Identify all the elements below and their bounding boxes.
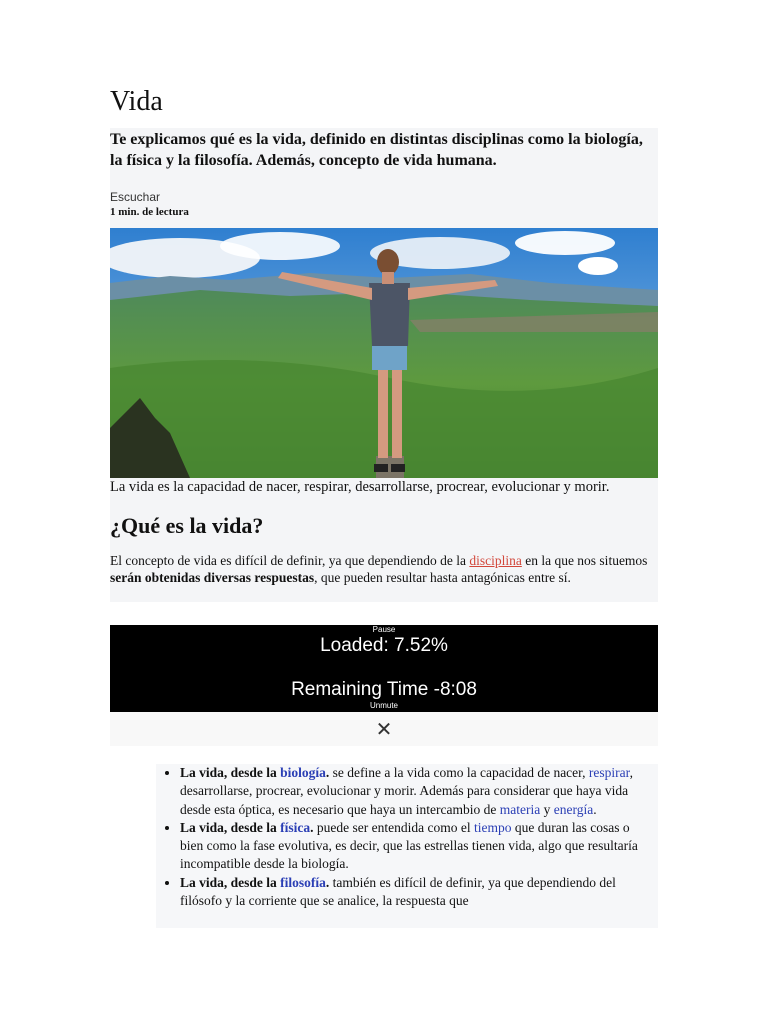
- para-bold: serán obtenidas diversas respuestas: [110, 570, 315, 585]
- fisica-link[interactable]: física: [280, 819, 311, 835]
- respirar-link[interactable]: respirar: [588, 765, 630, 780]
- bullet-text: también es difícil de definir, ya que dependiendo del filósofo y la corriente que se analice, la respuesta que: [180, 874, 616, 909]
- bullet-lead-text: La vida, desde la: [180, 819, 281, 835]
- tiempo-link[interactable]: tiempo: [473, 819, 512, 835]
- page-title: Vida: [110, 86, 163, 117]
- bullet-text: y: [540, 801, 554, 817]
- filosofia-link[interactable]: filosofía: [280, 874, 326, 890]
- listen-button[interactable]: Escuchar: [110, 190, 161, 204]
- biologia-link[interactable]: biología: [280, 765, 326, 780]
- bullet-lead: [180, 875, 329, 890]
- video-player[interactable]: [110, 625, 658, 712]
- list-item: [180, 764, 655, 819]
- loaded-status: Loaded: 7.52%: [320, 635, 448, 656]
- video-close-bar: [110, 712, 658, 746]
- bullet-dot: .: [325, 874, 330, 890]
- remaining-time: Remaining Time -8:08: [291, 679, 477, 700]
- read-time: 1 min. de lectura: [110, 206, 189, 218]
- bullet-text: puede ser entendida como el: [313, 819, 474, 835]
- bullet-dot: .: [310, 819, 314, 835]
- intro-paragraph: [110, 552, 655, 586]
- energia-link[interactable]: energía: [553, 801, 594, 817]
- bullets-box: [156, 764, 658, 928]
- bullet-text: se define a la vida como la capacidad de nacer,: [329, 765, 589, 780]
- article-subtitle: Te explicamos qué es la vida, definido en distintas disciplinas como la biología, la física y la filosofía. Además, concepto de vida humana.: [110, 131, 643, 169]
- bullet-dot: .: [325, 765, 330, 780]
- unmute-button[interactable]: Unmute: [369, 701, 398, 710]
- close-icon[interactable]: ✕: [375, 717, 393, 741]
- para-text-2: en la que nos situemos: [521, 553, 648, 568]
- list-item: [180, 819, 655, 874]
- image-caption: La vida es la capacidad de nacer, respirar, desarrollarse, procrear, evolucionar y morir.: [110, 479, 610, 495]
- bullet-lead: [180, 765, 329, 780]
- section-heading: ¿Qué es la vida?: [110, 513, 264, 538]
- bullet-text: que duran las cosas o bien como la fase evolutiva, es decir, que las estrellas tienen vida, algo que resultaría incompatible desde la biología.: [180, 819, 638, 872]
- para-text-3: , que pueden resultar hasta antagónicas entre sí.: [314, 570, 571, 585]
- list-item: [180, 874, 655, 911]
- bullet-text: .: [593, 801, 597, 817]
- bullet-text: , desarrollarse, procrear, evolucionar y morir. Además para considerar que haya vida desde esta óptica, es necesario que haya un intercambio de: [180, 765, 633, 817]
- pause-button[interactable]: Pause: [372, 625, 396, 634]
- bullet-lead-text: La vida, desde la: [180, 765, 281, 780]
- disciplina-link[interactable]: disciplina: [469, 553, 522, 568]
- materia-link[interactable]: materia: [499, 801, 541, 817]
- hero-image: [110, 228, 658, 478]
- bullet-lead: [180, 820, 314, 835]
- bullet-lead-text: La vida, desde la: [180, 874, 281, 890]
- para-text-1: El concepto de vida es difícil de definir, ya que dependiendo de la: [110, 553, 470, 568]
- definitions-list: [156, 764, 655, 910]
